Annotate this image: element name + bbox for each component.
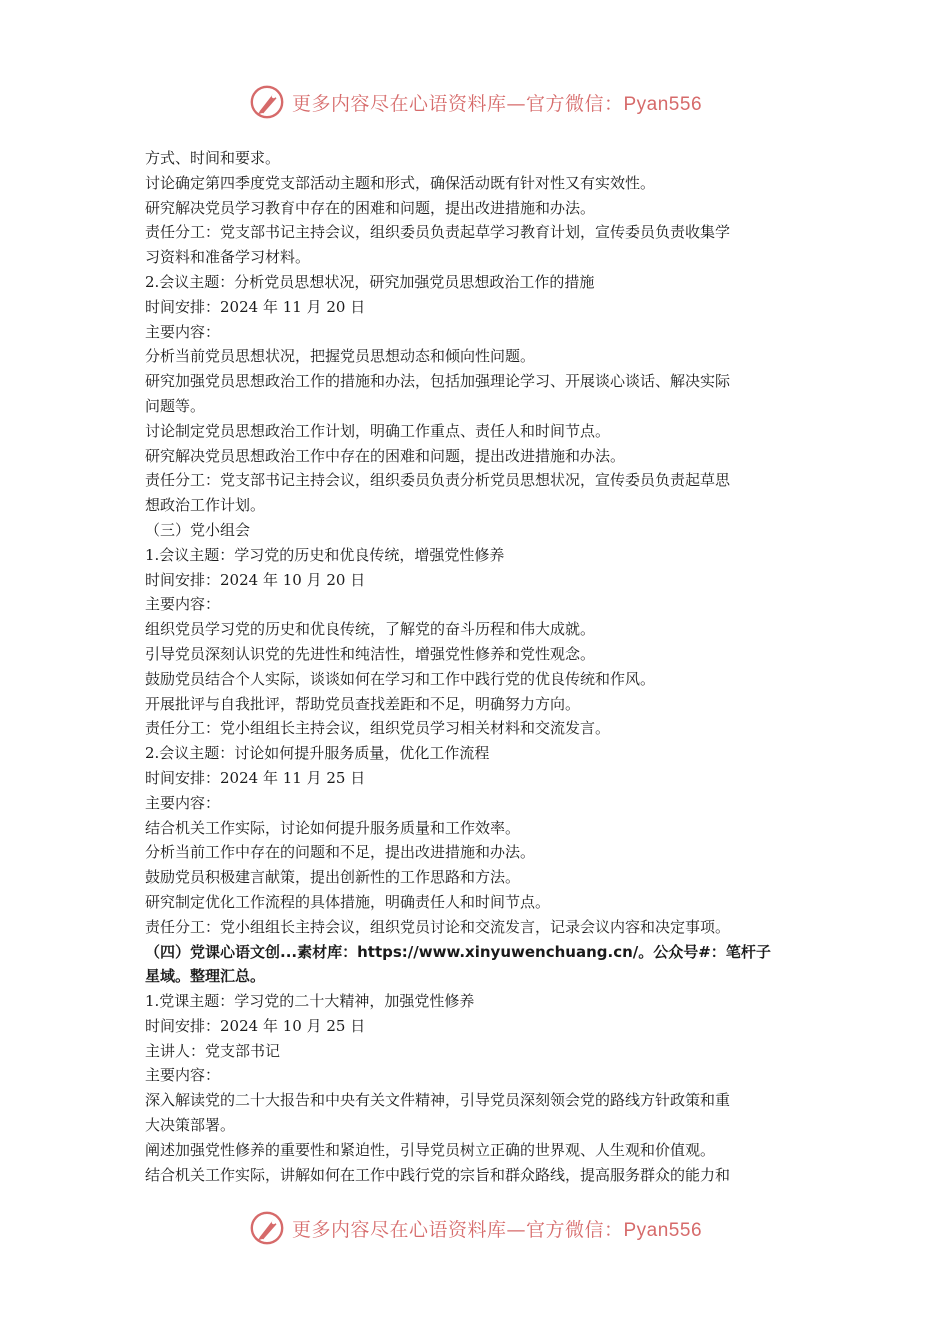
text-line: 分析当前党员思想状况，把握党员思想动态和倾向性问题。: [145, 347, 536, 366]
section-heading-bold: 星域。整理汇总。: [145, 967, 266, 986]
text-line: 时间安排：2024 年 10 月 20 日: [145, 570, 366, 589]
text-line: 1.党课主题：学习党的二十大精神，加强党性修养: [145, 992, 475, 1011]
pen-nib-logo-icon: [248, 1209, 286, 1247]
banner-text: 更多内容尽在心语资料库—官方微信：Pyan556: [291, 92, 703, 115]
text-line: 责任分工：党小组组长主持会议，组织党员学习相关材料和交流发言。: [145, 719, 611, 738]
text-line: 责任分工：党支部书记主持会议，组织委员负责起草学习教育计划，宣传委员负责收集学: [145, 223, 731, 242]
text-line: 1.会议主题：学习党的历史和优良传统，增强党性修养: [145, 545, 505, 564]
text-line: 研究解决党员思想政治工作中存在的困难和问题，提出改进措施和办法。: [145, 446, 626, 465]
banner-text: 更多内容尽在心语资料库—官方微信：Pyan556: [291, 1218, 703, 1241]
section-heading: （三）党小组会: [145, 520, 251, 539]
text-line: 责任分工：党小组组长主持会议，组织党员讨论和交流发言，记录会议内容和决定事项。: [145, 917, 731, 936]
text-line: 组织党员学习党的历史和优良传统，了解党的奋斗历程和伟大成就。: [145, 620, 596, 639]
text-line: 讨论制定党员思想政治工作计划，明确工作重点、责任人和时间节点。: [145, 421, 611, 440]
text-line: 阐述加强党性修养的重要性和紧迫性，引导党员树立正确的世界观、人生观和价值观。: [145, 1140, 716, 1159]
text-line: 想政治工作计划。: [145, 496, 266, 515]
footer-banner: [0, 1208, 950, 1248]
text-line: 2.会议主题：分析党员思想状况，研究加强党员思想政治工作的措施: [145, 272, 595, 291]
text-line: 研究制定优化工作流程的具体措施，明确责任人和时间节点。: [145, 892, 551, 911]
text-line: 研究加强党员思想政治工作的措施和办法，包括加强理论学习、开展谈心谈话、解决实际: [145, 372, 731, 391]
text-line: 时间安排：2024 年 11 月 25 日: [145, 768, 366, 787]
text-line: 2.会议主题：讨论如何提升服务质量，优化工作流程: [145, 744, 490, 763]
document-body: [145, 146, 810, 1187]
text-line: 引导党员深刻认识党的先进性和纯洁性，增强党性修养和党性观念。: [145, 644, 596, 663]
text-line: 时间安排：2024 年 10 月 25 日: [145, 1016, 366, 1035]
text-line: 问题等。: [145, 396, 206, 415]
text-line: 分析当前工作中存在的问题和不足，提出改进措施和办法。: [145, 843, 536, 862]
text-line: 主要内容：: [145, 793, 221, 812]
text-line: 研究解决党员学习教育中存在的困难和问题，提出改进措施和办法。: [145, 198, 596, 217]
pen-nib-logo-icon: [248, 83, 286, 121]
text-line: 鼓励党员积极建言献策，提出创新性的工作思路和方法。: [145, 868, 521, 887]
text-line: 结合机关工作实际，讨论如何提升服务质量和工作效率。: [145, 818, 521, 837]
header-banner: [0, 82, 950, 122]
text-line: 时间安排：2024 年 11 月 20 日: [145, 297, 366, 316]
text-line: 主讲人：党支部书记: [145, 1041, 281, 1060]
text-line: 主要内容：: [145, 1066, 221, 1085]
text-line: 方式、时间和要求。: [145, 149, 281, 167]
text-line: 开展批评与自我批评，帮助党员查找差距和不足，明确努力方向。: [145, 694, 581, 713]
text-line: 深入解读党的二十大报告和中央有关文件精神，引导党员深刻领会党的路线方针政策和重: [145, 1091, 731, 1110]
text-line: 主要内容：: [145, 322, 221, 341]
text-line: 讨论确定第四季度党支部活动主题和形式，确保活动既有针对性又有实效性。: [145, 173, 656, 192]
text-line: 习资料和准备学习材料。: [145, 248, 311, 267]
section-heading-bold: （四）党课心语文创...素材库：https://www.xinyuwenchuang.cn/。公众号#：笔杆子: [145, 942, 771, 961]
text-line: 鼓励党员结合个人实际，谈谈如何在学习和工作中践行党的优良传统和作风。: [145, 669, 656, 688]
text-line: 大决策部署。: [145, 1116, 236, 1135]
text-line: 责任分工：党支部书记主持会议，组织委员负责分析党员思想状况，宣传委员负责起草思: [145, 471, 731, 490]
text-line: 结合机关工作实际，讲解如何在工作中践行党的宗旨和群众路线，提高服务群众的能力和: [145, 1165, 731, 1184]
text-line: 主要内容：: [145, 595, 221, 614]
